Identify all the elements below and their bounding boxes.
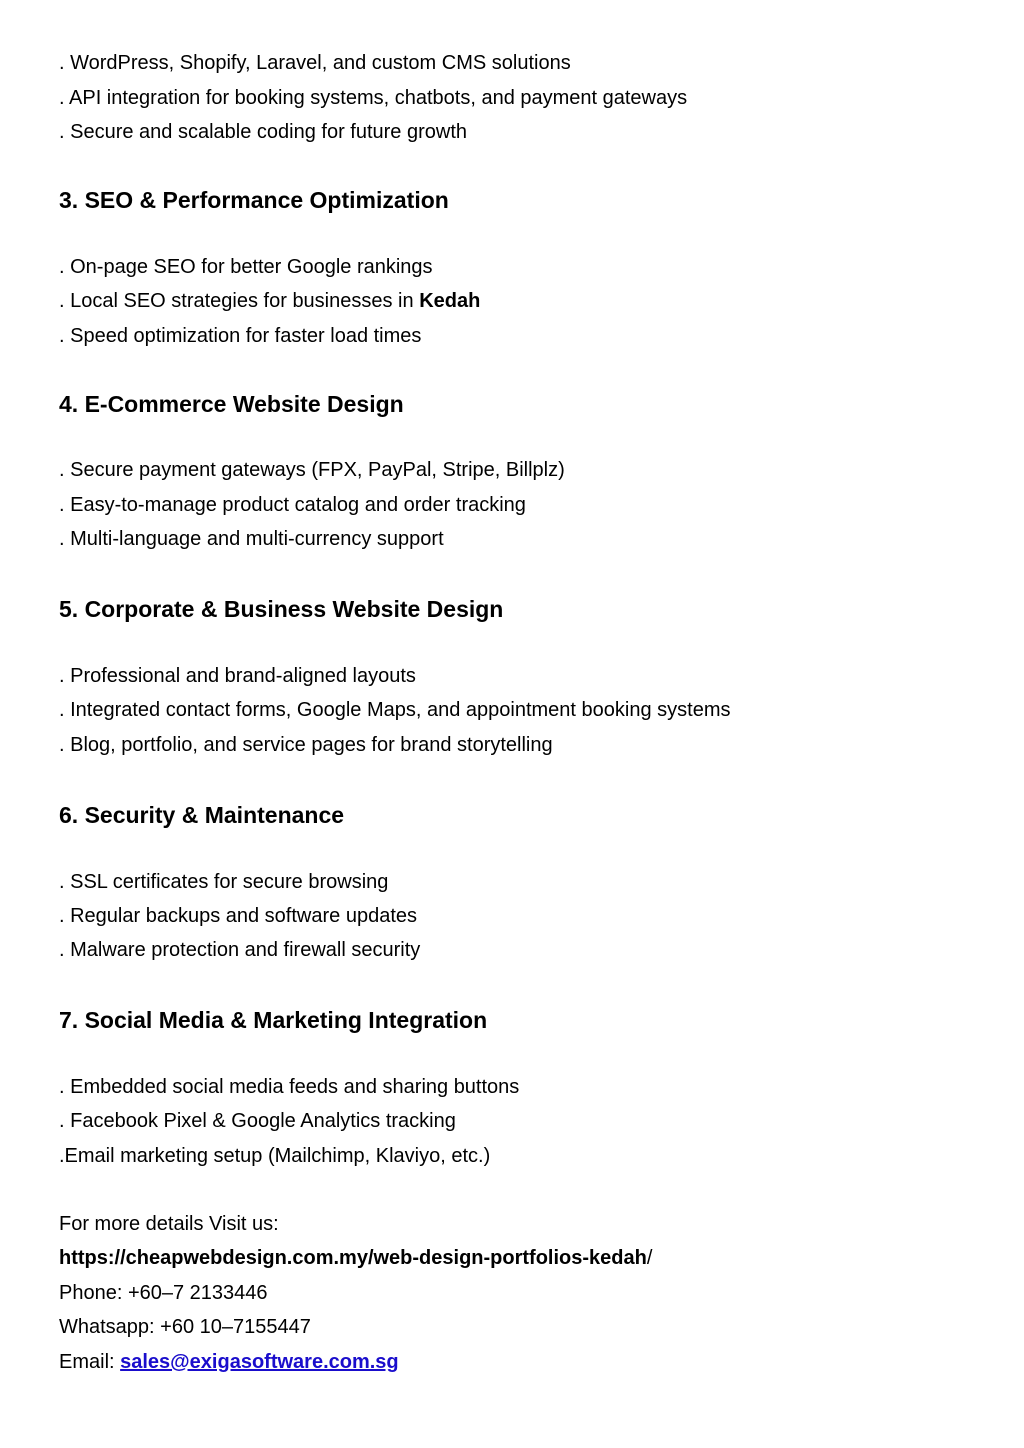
section-bullet: . Embedded social media feeds and sharing buttons — [59, 1076, 520, 1098]
section-bullet: . Regular backups and software updates — [59, 905, 417, 927]
website-url-trailing[interactable]: / — [646, 1247, 653, 1269]
section-bullet: . Secure payment gateways (FPX, PayPal, Stripe, Billplz) — [59, 459, 565, 481]
intro-bullet: . Secure and scalable coding for future growth — [59, 121, 468, 143]
section-bullet: . Professional and brand-aligned layouts — [59, 665, 416, 687]
section-bullet: . Multi-language and multi-currency support — [59, 528, 444, 550]
whatsapp-number: Whatsapp: +60 10–7155447 — [59, 1316, 311, 1338]
section-bullet: . SSL certificates for secure browsing — [59, 871, 389, 893]
section-bullet: . Easy-to-manage product catalog and order tracking — [59, 494, 526, 516]
section-bullet — [59, 289, 480, 313]
section-heading: 3. SEO & Performance Optimization — [59, 187, 449, 213]
section-bullet: . Speed optimization for faster load times — [59, 325, 422, 347]
intro-bullet: . WordPress, Shopify, Laravel, and custom CMS solutions — [59, 52, 571, 74]
section-heading: 7. Social Media & Marketing Integration — [59, 1007, 488, 1033]
section-bullet: .Email marketing setup (Mailchimp, Klaviyo, etc.) — [59, 1145, 491, 1167]
section-bullet: . On-page SEO for better Google rankings — [59, 256, 433, 278]
section-bullet-text: . Local SEO strategies for businesses in — [59, 290, 420, 312]
section-bullet: . Blog, portfolio, and service pages for brand storytelling — [59, 734, 553, 756]
phone-number: Phone: +60–7 2133446 — [59, 1282, 268, 1304]
intro-bullet: . API integration for booking systems, chatbots, and payment gateways — [59, 87, 688, 109]
email-link[interactable]: sales@exigasoftware.com.sg — [120, 1351, 399, 1373]
section-heading: 6. Security & Maintenance — [59, 802, 345, 828]
section-bullet: . Integrated contact forms, Google Maps, and appointment booking systems — [59, 699, 731, 721]
website-url[interactable] — [59, 1246, 652, 1270]
email-label: Email: — [59, 1351, 121, 1373]
section-bullet: . Malware protection and firewall security — [59, 939, 421, 961]
section-heading: 4. E-Commerce Website Design — [59, 391, 404, 417]
website-url-text[interactable]: https://cheapwebdesign.com.my/web-design-portfolios-kedah — [59, 1247, 647, 1269]
contact-intro: For more details Visit us: — [59, 1213, 279, 1235]
email-row — [59, 1350, 399, 1374]
section-heading: 5. Corporate & Business Website Design — [59, 596, 504, 622]
section-bullet: . Facebook Pixel & Google Analytics tracking — [59, 1110, 456, 1132]
location-highlight: Kedah — [419, 290, 481, 312]
